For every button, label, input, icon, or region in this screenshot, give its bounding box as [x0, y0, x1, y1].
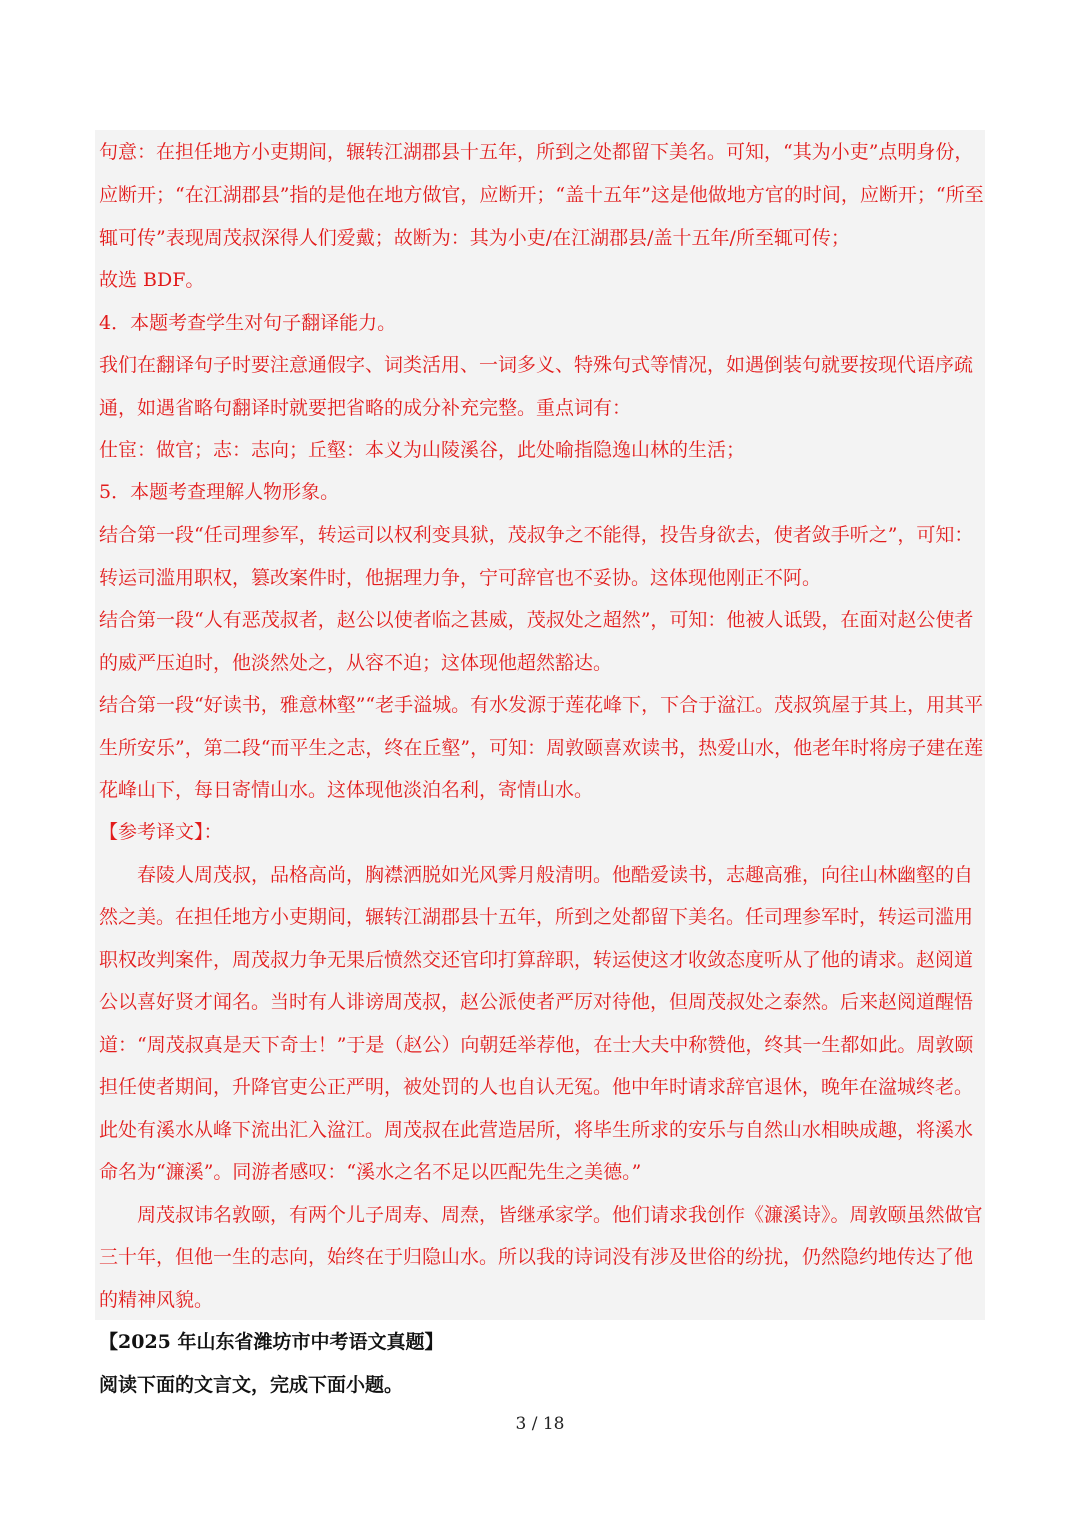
- answer-choice-line: 故选 BDF。: [99, 269, 205, 291]
- analysis-line: 的威严压迫时，他淡然处之，从容不迫；这体现他超然豁达。: [99, 652, 613, 674]
- reading-instruction: 阅读下面的文言文，完成下面小题。: [99, 1374, 404, 1396]
- page-number: 3 / 18: [515, 1414, 565, 1434]
- translation-line: 命名为“濂溪”。同游者感叹：“溪水之名不足以匹配先生之美德。”: [99, 1161, 642, 1183]
- translation-line: 此处有溪水从峰下流出汇入湓江。周茂叔在此营造居所，将毕生所求的安乐与自然山水相映成趣，将溪水: [99, 1119, 974, 1141]
- analysis-line: 结合第一段“人有恶茂叔者，赵公以使者临之甚威，茂叔处之超然”，可知：他被人诋毁，在面对赵公使者: [99, 609, 974, 631]
- translation-line: 职权改判案件，周茂叔力争无果后愤然交还官印打算辞职，转运使这才收敛态度听从了他的请求。赵阅道: [99, 949, 974, 971]
- analysis-line: 生所安乐”，第二段“而平生之志，终在丘壑”，可知：周敦颐喜欢读书，热爱山水，他老年时将房子建在莲: [99, 737, 984, 759]
- translation-line: 然之美。在担任地方小吏期间，辗转江湖郡县十五年，所到之处都留下美名。任司理参军时，转运司滥用: [99, 906, 974, 928]
- key-words-line: 仕宦：做官；志：志向；丘壑：本义为山陵溪谷，此处喻指隐逸山林的生活；: [99, 439, 746, 461]
- analysis-line: 句意：在担任地方小吏期间，辗转江湖郡县十五年，所到之处都留下美名。可知，“其为小吏”点明身份，: [99, 141, 974, 163]
- reference-translation-heading: 【参考译文】：: [99, 821, 223, 843]
- analysis-line: 应断开；“在江湖郡县”指的是他在地方做官，应断开；“盖十五年”这是他做地方官的时间，应断开；“所至: [99, 184, 984, 206]
- analysis-line: 我们在翻译句子时要注意通假字、词类活用、一词多义、特殊句式等情况，如遇倒装句就要按现代语序疏: [99, 354, 974, 376]
- analysis-line: 花峰山下，每日寄情山水。这体现他淡泊名利，寄情山水。: [99, 779, 594, 801]
- translation-line: 的精神风貌。: [99, 1289, 214, 1311]
- analysis-line: 结合第一段“任司理参军，转运司以权利变具狱，茂叔争之不能得，投告身欲去，使者敛手听之”，可知：: [99, 524, 974, 546]
- translation-line: 担任使者期间，升降官吏公正严明，被处罚的人也自认无冤。他中年时请求辞官退休，晚年在湓城终老。: [99, 1076, 974, 1098]
- analysis-line: 转运司滥用职权，篡改案件时，他据理力争，宁可辞官也不妥协。这体现他刚正不阿。: [99, 567, 822, 589]
- translation-line: 公以喜好贤才闻名。当时有人诽谤周茂叔，赵公派使者严厉对待他，但周茂叔处之泰然。后来赵阅道醒悟: [99, 991, 974, 1013]
- translation-line: 周茂叔讳名敦颐，有两个儿子周寿、周焘，皆继承家学。他们请求我创作《濂溪诗》。周敦颐虽然做官: [137, 1204, 983, 1226]
- analysis-line: 通，如遇省略句翻译时就要把省略的成分补充完整。重点词有：: [99, 397, 632, 419]
- question-4-heading: 4．本题考查学生对句子翻译能力。: [99, 312, 397, 334]
- translation-line: 三十年，但他一生的志向，始终在于归隐山水。所以我的诗词没有涉及世俗的纷扰，仍然隐约地传达了他: [99, 1246, 974, 1268]
- translation-line: 道：“周茂叔真是天下奇士！”于是（赵公）向朝廷举荐他，在士大夫中称赞他，终其一生都如此。周敦颐: [99, 1034, 974, 1056]
- translation-line: 春陵人周茂叔，品格高尚，胸襟洒脱如光风霁月般清明。他酷爱读书，志趣高雅，向往山林幽壑的自: [137, 864, 974, 886]
- analysis-line: 结合第一段“好读书，雅意林壑”“老手溢城。有水发源于莲花峰下，下合于湓江。茂叔筑屋于其上，用其平: [99, 694, 984, 716]
- question-5-heading: 5．本题考查理解人物形象。: [99, 481, 340, 503]
- exam-source-heading: 【2025 年山东省潍坊市中考语文真题】: [99, 1331, 444, 1353]
- analysis-line: 辄可传”表现周茂叔深得人们爱戴；故断为：其为小吏/在江湖郡县/盖十五年/所至辄可传；: [99, 227, 850, 249]
